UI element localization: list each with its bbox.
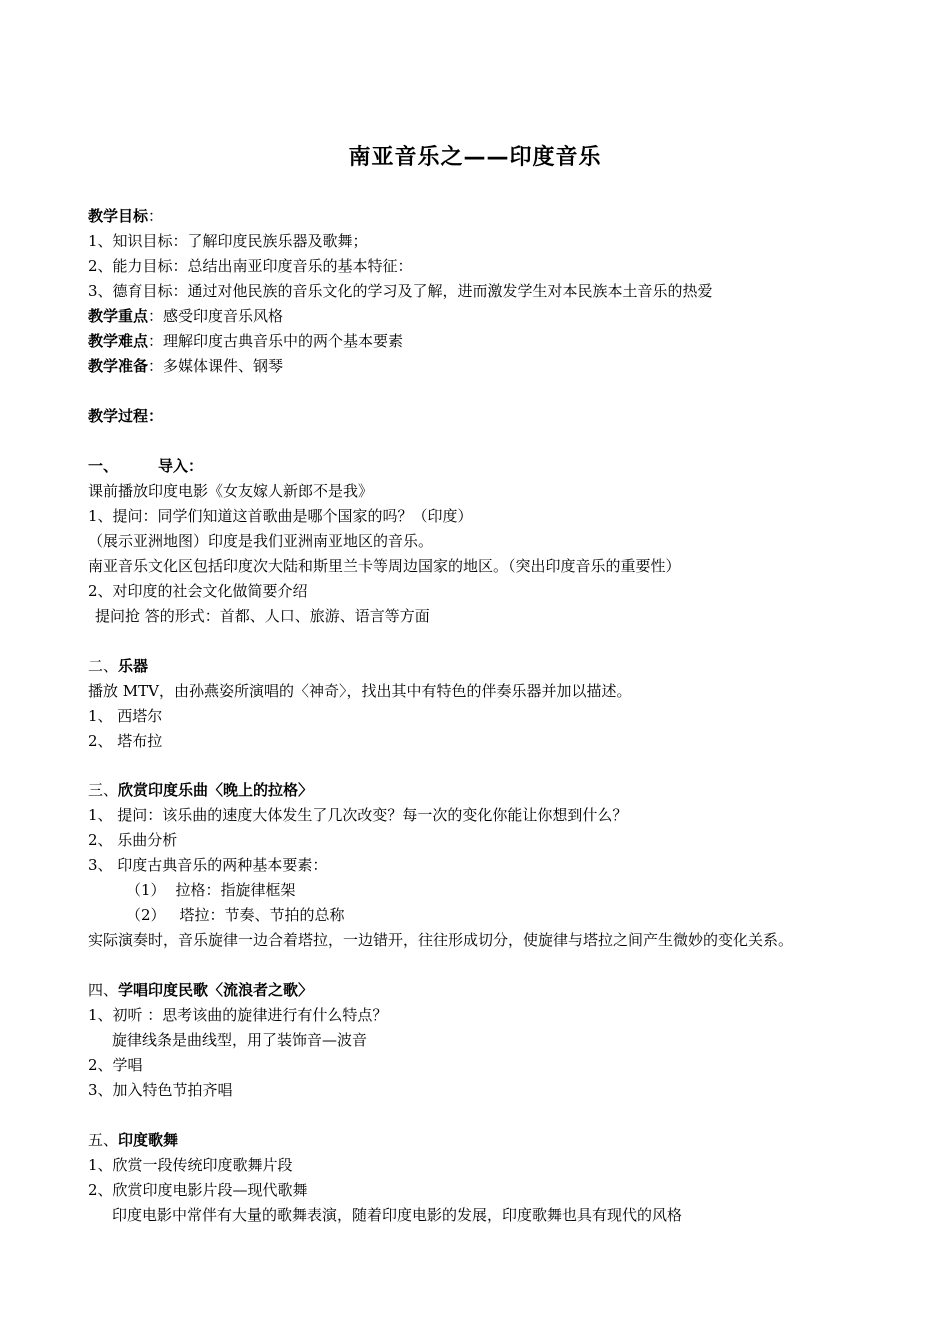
section4-heading: 学唱印度民歌〈流浪者之歌〉 xyxy=(118,981,314,999)
section1-line-6: 提问抢 答的形式：首都、人口、旅游、语言等方面 xyxy=(95,607,430,625)
section2-line-3: 2、 塔布拉 xyxy=(88,732,163,750)
section4-line-2: 旋律线条是曲线型，用了装饰音—波音 xyxy=(112,1031,368,1049)
section3-sub2-text: 塔拉：节奏、节拍的总称 xyxy=(179,906,345,924)
section2-heading: 乐器 xyxy=(118,657,149,675)
section4-line-3: 2、学唱 xyxy=(88,1056,143,1074)
document-title: 南亚音乐之——印度音乐 xyxy=(348,145,602,170)
section3-line-2: 2、 乐曲分析 xyxy=(88,831,178,849)
section3-heading-line xyxy=(88,780,313,800)
section1-line-2: 1、提问：同学们知道这首歌曲是哪个国家的吗？（印度） xyxy=(88,507,473,525)
section1-heading-line xyxy=(88,456,203,476)
section4-line-1: 1、初听 ：思考该曲的旋律进行有什么特点？ xyxy=(88,1006,388,1024)
section3-line-3: 3、 印度古典音乐的两种基本要素： xyxy=(88,856,328,874)
difficulty-line xyxy=(88,331,403,351)
process-heading: 教学过程： xyxy=(88,407,164,425)
objective-item-1: 1、知识目标：了解印度民族乐器及歌舞； xyxy=(88,232,368,250)
objective-item-2: 2、能力目标：总结出南亚印度音乐的基本特征： xyxy=(88,257,413,275)
section2-line-1: 播放 MTV，由孙燕姿所演唱的〈神奇〉，找出其中有特色的伴奏乐器并加以描述。 xyxy=(88,682,632,700)
key-point-label: 教学重点 xyxy=(88,307,149,325)
section4-number: 四、 xyxy=(88,981,119,999)
section5-line-1: 1、欣赏一段传统印度歌舞片段 xyxy=(88,1156,293,1174)
section2-heading-line xyxy=(88,656,148,676)
section5-line-2: 2、欣赏印度电影片段—现代歌舞 xyxy=(88,1181,308,1199)
section1-heading: 导入： xyxy=(158,457,204,475)
section1-number: 一、 xyxy=(88,457,119,475)
objectives-colon: ： xyxy=(148,207,164,225)
section1-line-3: （展示亚洲地图）印度是我们亚洲南亚地区的音乐。 xyxy=(88,532,434,550)
section5-heading-line xyxy=(88,1130,178,1150)
section3-sub2-number: （2） xyxy=(126,906,166,924)
section1-line-5: 2、对印度的社会文化做简要介绍 xyxy=(88,582,308,600)
section5-line-3: 印度电影中常伴有大量的歌舞表演，随着印度电影的发展，印度歌舞也具有现代的风格 xyxy=(112,1206,683,1224)
section3-sub-2 xyxy=(126,905,345,925)
section1-line-1: 课前播放印度电影《女友嫁人新郎不是我》 xyxy=(88,482,374,500)
section2-line-2: 1、 西塔尔 xyxy=(88,707,163,725)
objective-item-3: 3、德育目标：通过对他民族的音乐文化的学习及了解，进而激发学生对本民族本土音乐的热爱 xyxy=(88,282,713,300)
preparation-text: ：多媒体课件、钢琴 xyxy=(148,357,284,375)
section3-sub-1 xyxy=(126,880,296,900)
section3-summary: 实际演奏时，音乐旋律一边合着塔拉，一边错开，往往形成切分，使旋律与塔拉之间产生微妙的变化关系。 xyxy=(88,931,794,949)
section3-sub1-number: （1） xyxy=(126,881,166,899)
objectives-heading-line xyxy=(88,206,163,226)
section3-heading: 欣赏印度乐曲〈晚上的拉格〉 xyxy=(118,781,314,799)
section4-heading-line xyxy=(88,980,313,1000)
section4-line-4: 3、加入特色节拍齐唱 xyxy=(88,1081,233,1099)
difficulty-text: ：理解印度古典音乐中的两个基本要素 xyxy=(148,332,404,350)
section2-number: 二、 xyxy=(88,657,119,675)
difficulty-label: 教学难点 xyxy=(88,332,149,350)
section1-line-4: 南亚音乐文化区包括印度次大陆和斯里兰卡等周边国家的地区。（突出印度音乐的重要性） xyxy=(88,557,681,575)
preparation-line xyxy=(88,356,283,376)
preparation-label: 教学准备 xyxy=(88,357,149,375)
section3-sub1-text: 拉格：指旋律框架 xyxy=(175,881,296,899)
key-point-line xyxy=(88,306,283,326)
objectives-heading: 教学目标 xyxy=(88,207,149,225)
section3-line-1: 1、 提问：该乐曲的速度大体发生了几次改变？每一次的变化你能让你想到什么？ xyxy=(88,806,628,824)
section5-heading: 印度歌舞 xyxy=(118,1131,179,1149)
section3-number: 三、 xyxy=(88,781,119,799)
key-point-text: ：感受印度音乐风格 xyxy=(148,307,284,325)
section5-number: 五、 xyxy=(88,1131,119,1149)
